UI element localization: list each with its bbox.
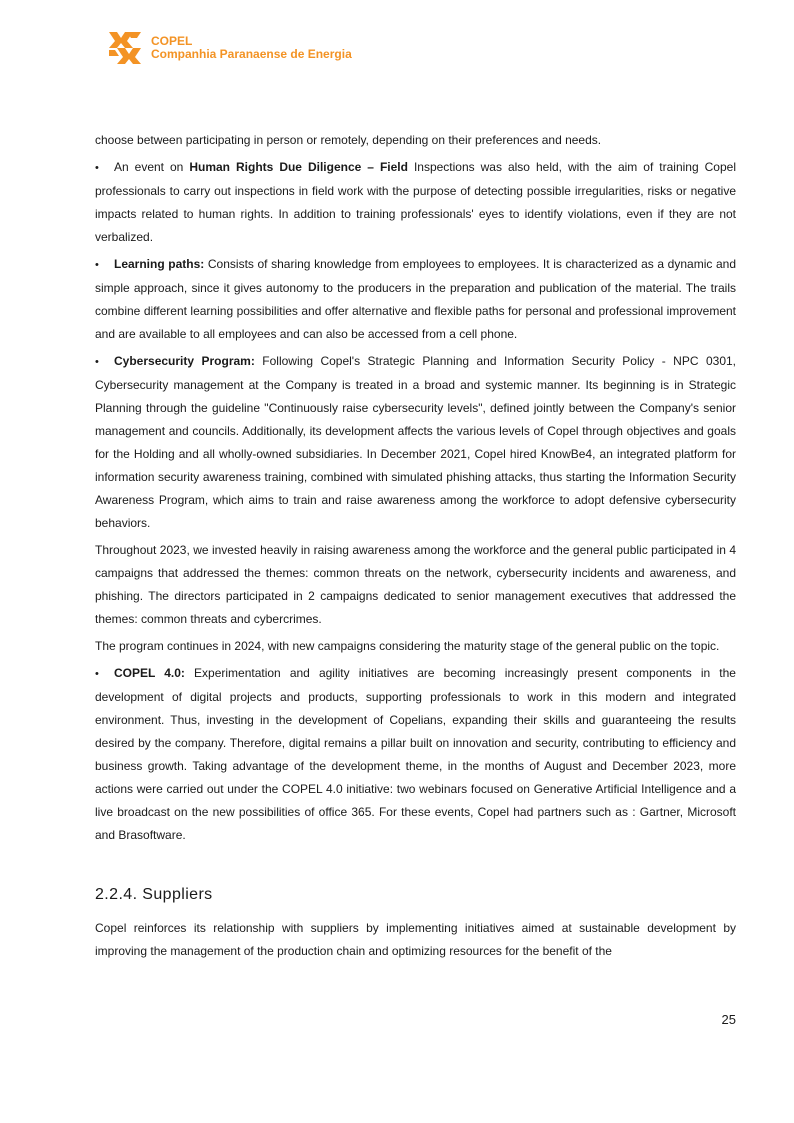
bullet-learning-paths	[95, 253, 736, 346]
company-name: Companhia Paranaense de Energia	[151, 47, 352, 61]
bullet-bold-label: Cybersecurity Program:	[114, 354, 255, 368]
bullet-bold-label: Learning paths:	[114, 257, 205, 271]
bullet-cybersecurity	[95, 350, 736, 535]
copel-logo-icon	[107, 30, 143, 66]
bullet-human-rights	[95, 156, 736, 249]
logo-text	[151, 35, 352, 61]
document-body	[95, 129, 736, 967]
bullet-copel-4	[95, 662, 736, 847]
paragraph-continuation: choose between participating in person or remotely, depending on their preferences and needs.	[95, 133, 602, 147]
logo-name: COPEL	[151, 34, 193, 48]
paragraph-2024-program: The program continues in 2024, with new campaigns considering the maturity stage of the general public on the topic.	[95, 639, 720, 653]
bullet-text: An event on	[114, 160, 190, 174]
paragraph-2023-campaigns: Throughout 2023, we invested heavily in raising awareness among the workforce and the general public participated in 4 campaigns that addressed the themes: common threats on the network, cybersecurity incidents and awareness, and phishing. The directors participated in 2 campaigns dedicated to senior management executives that addressed the themes: common threats and cybercrimes.	[95, 543, 736, 626]
page-number: 25	[721, 1012, 736, 1027]
paragraph-suppliers: Copel reinforces its relationship with suppliers by implementing initiatives aimed at sustainable development by improving the management of the production chain and optimizing resources for the benefit of the	[95, 921, 736, 958]
bullet-text: Following Copel's Strategic Planning and Information Security Policy - NPC 0301, Cybersecurity management at the Company is treated in a broad and systemic manner. Its beginning is in Strategic Planning through the guideline "Continuously raise cybersecurity levels", defined jointly between the Company's senior management and councils. Additionally, its development affects the various levels of Copel through objectives and goals for the Holding and all wholly-owned subsidiaries. In December 2021, Copel hired KnowBe4, an integrated platform for information security awareness training, combined with simulated phishing attacks, thus starting the Information Security Awareness Program, which aims to train and raise awareness among the workforce to adopt defensive cybersecurity behaviors.	[95, 354, 736, 530]
section-heading-suppliers: 2.2.4. Suppliers	[95, 886, 213, 903]
bullet-text: Inspections was also held, with the aim of training Copel professionals to carry out inspections in field work with the purpose of detecting possible irregularities, risks or negative impacts related to human rights. In addition to training professionals' eyes to identify violations, even if they are not verbalized.	[95, 160, 736, 244]
bullet-text: Experimentation and agility initiatives are becoming increasingly present components in the development of digital projects and products, supporting professionals to work in this modern and integrated environment. Thus, investing in the development of Copelians, expanding their skills and guaranteeing the results desired by the company. Therefore, digital remains a pillar built on innovation and security, contributing to efficiency and business growth. Taking advantage of the development theme, in the months of August and December 2023, more actions were carried out under the COPEL 4.0 initiative: two webinars focused on Generative Artificial Intelligence and a live broadcast on the new possibilities of office 365. For these events, Copel had partners such as : Gartner, Microsoft and Brasoftware.	[95, 666, 736, 842]
bullet-bold-label: COPEL 4.0:	[114, 666, 185, 680]
bullet-text: Consists of sharing knowledge from employees to employees. It is characterized as a dynamic and simple approach, since it gives autonomy to the producers in the preparation and publication of the material. The trails combine different learning possibilities and offer alternative and flexible paths for personal and professional improvement and are available to all employees and can also be accessed from a cell phone.	[95, 257, 736, 341]
page-header	[107, 30, 352, 66]
bullet-bold-label: Human Rights Due Diligence – Field	[189, 160, 408, 174]
